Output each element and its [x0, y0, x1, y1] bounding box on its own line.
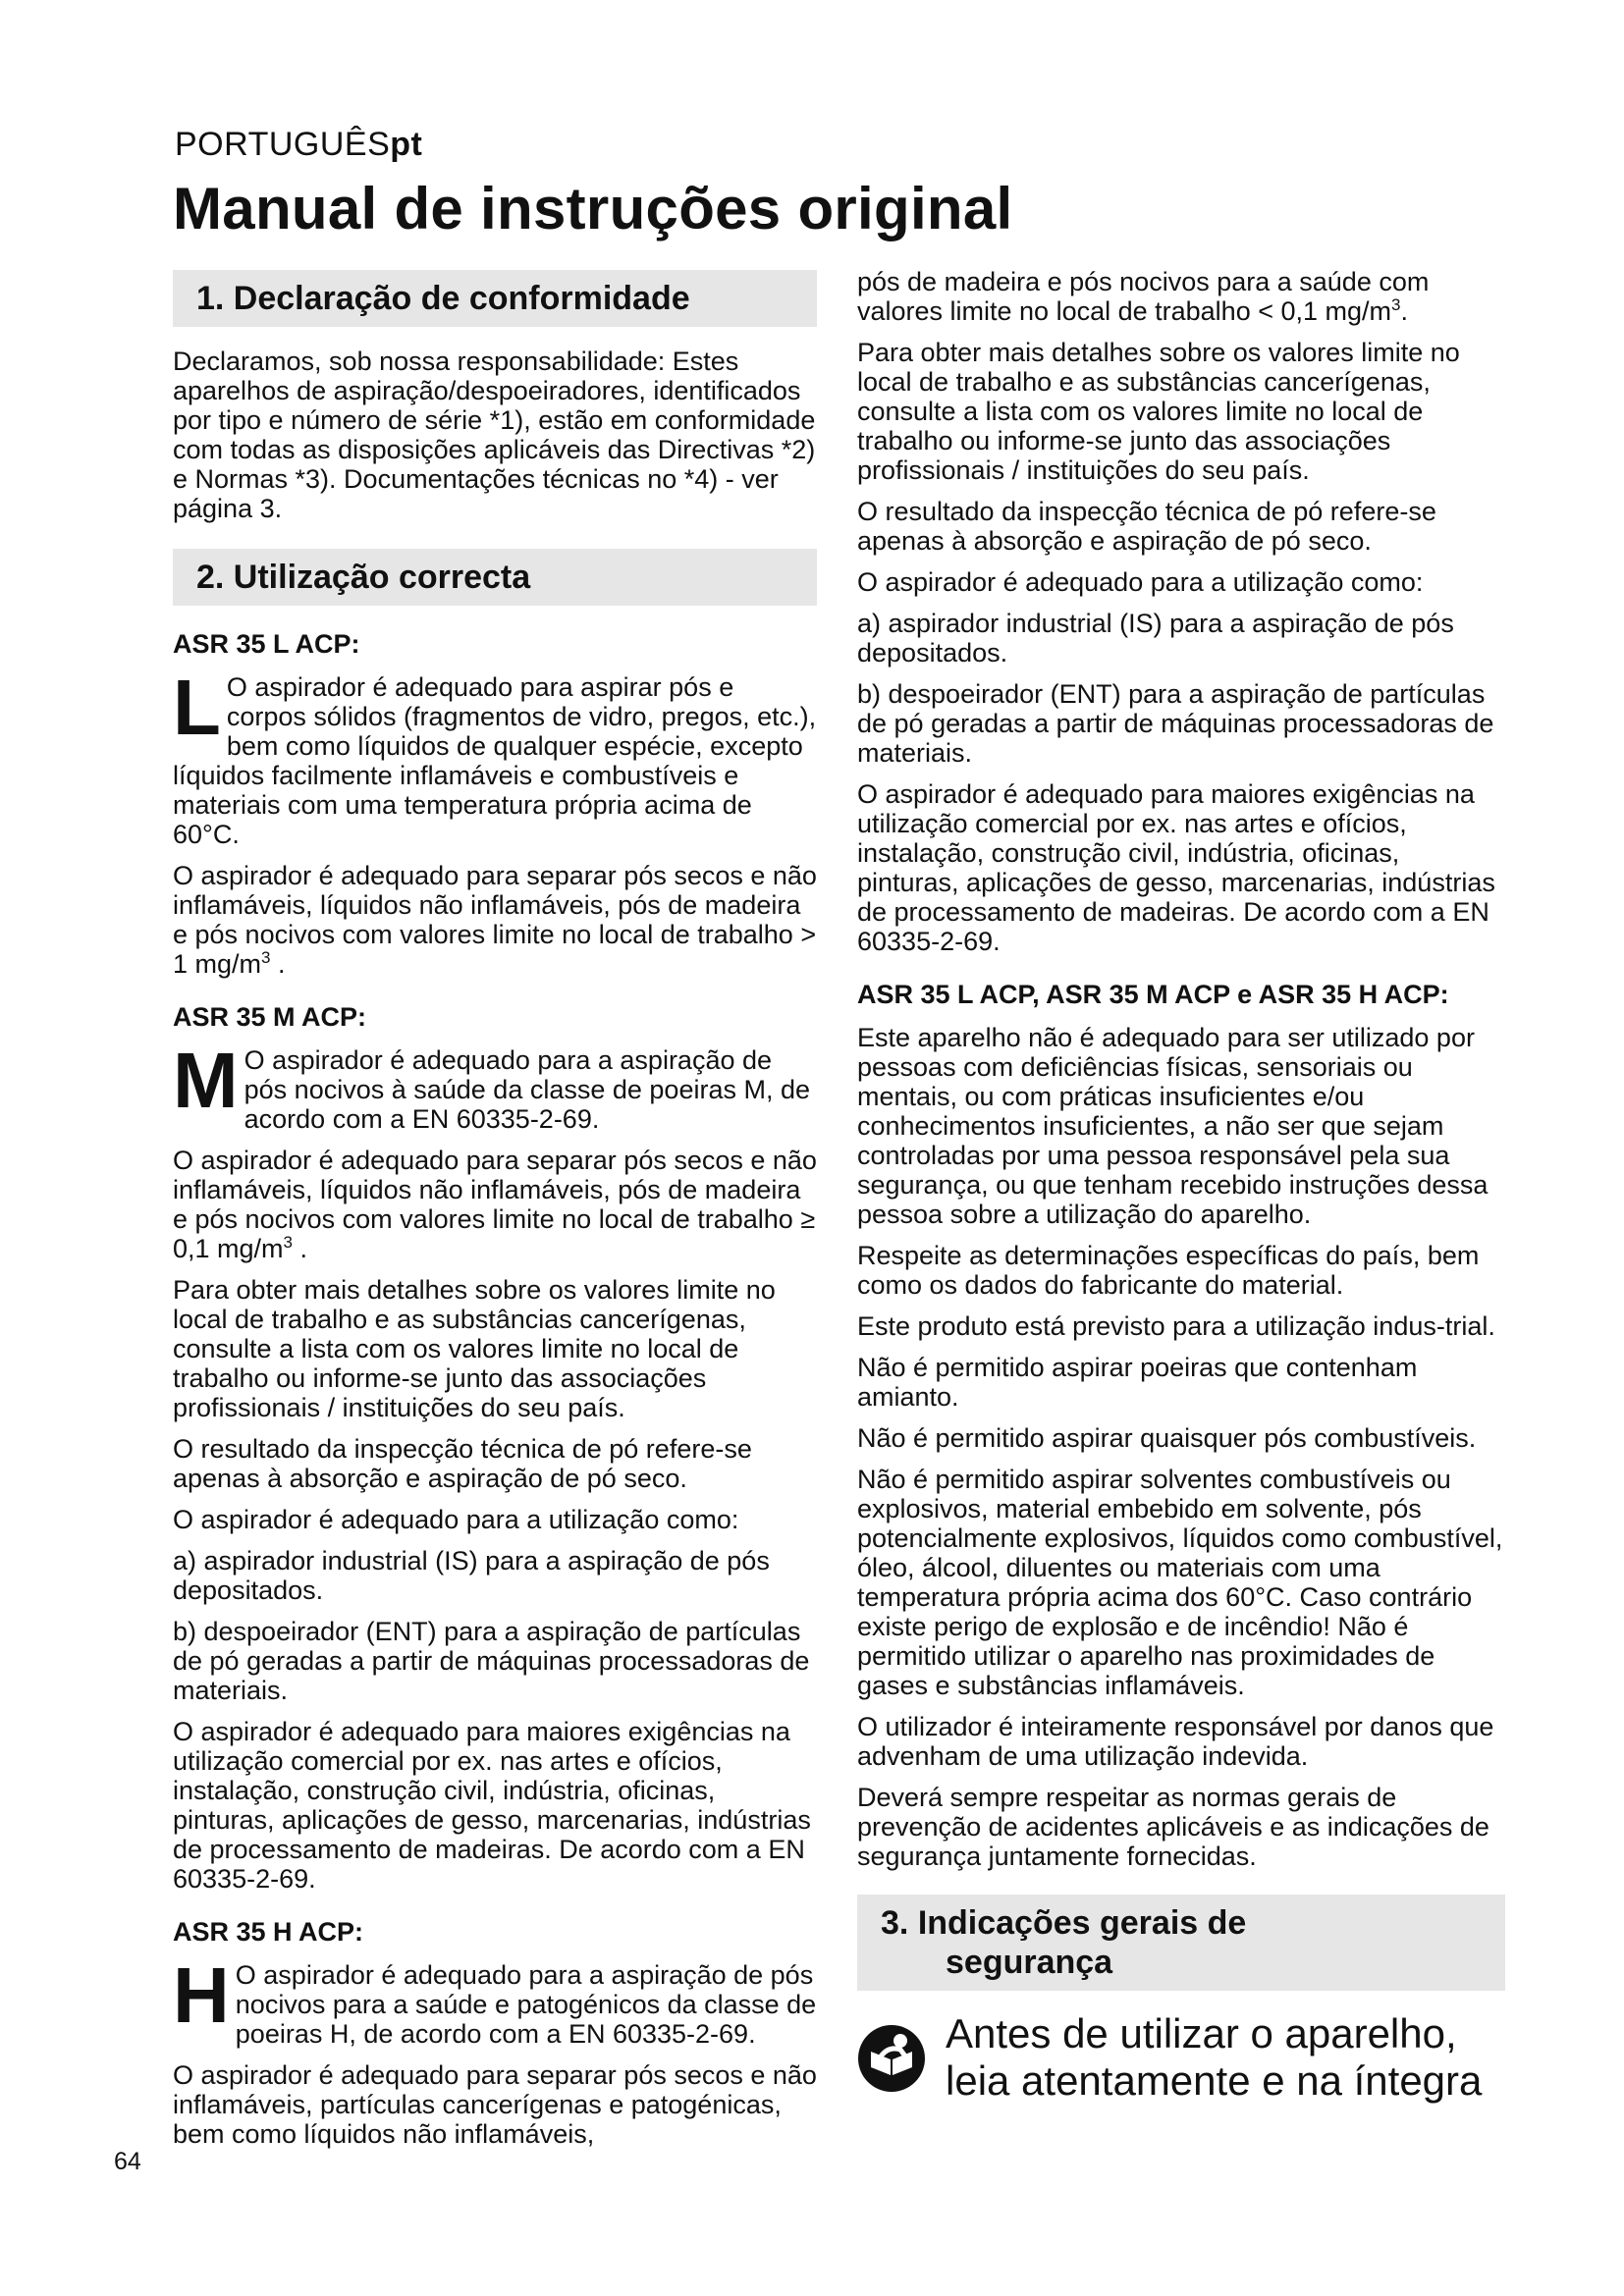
asr-35-m-paragraph-7: b) despoeirador (ENT) para a aspiração de partículas de pó geradas a partir de máquinas processadoras de materiais. — [173, 1617, 810, 1705]
asr-35-h-paragraph-2: O aspirador é adequado para separar pós secos e não inflamáveis, partículas cancerígenas e patogénicas, bem como líquidos não inflamáveis, — [173, 2060, 817, 2149]
asr-35-m-paragraph-3: Para obter mais detalhes sobre os valores limite no local de trabalho e as substâncias cancerígenas, consulte a lista com os valores limite no local de trabalho ou informe-se junto das associações profissionais / instituições do seu país. — [173, 1275, 776, 1422]
section-2-heading: 2. Utilização correcta — [173, 549, 817, 606]
asr-35-m-p2-end: . — [293, 1234, 308, 1263]
asr-35-h-p1-text: O aspirador é adequado para a aspiração de pós nocivos para a saúde e patogénicos da classe de poeiras H, de acordo com a EN 60335-2-69. — [235, 1960, 817, 2049]
dropcap-l: L — [173, 664, 221, 751]
section-3-heading-line-2: segurança — [946, 1944, 1113, 1981]
right-paragraph-1 — [857, 267, 1505, 326]
right-p1-end: . — [1400, 296, 1409, 326]
section-3-number: 3. — [881, 1904, 909, 1942]
right-paragraph-6: b) despoeirador (ENT) para a aspiração de partículas de pó geradas a partir de máquinas processadoras de materiais. — [857, 679, 1494, 768]
read-manual-icon — [857, 2024, 926, 2093]
safety-paragraph-2: Respeite as determinações específicas do país, bem como os dados do fabricante do material. — [857, 1241, 1480, 1300]
asr-35-h-paragraph-1 — [173, 1951, 817, 2049]
left-column — [173, 270, 817, 2161]
section-1-text: Declaramos, sob nossa responsabilidade: Estes aparelhos de aspiração/despoeiradores, identificados por tipo e número de série *1), estão em conformidade com todas as disposições aplicáveis das Directivas *2) e Normas *3). Documentações técnicas no *4) - ver página 3. — [173, 347, 816, 523]
right-paragraph-3: O resultado da inspecção técnica de pó refere-se apenas à absorção e aspiração de pó seco. — [857, 497, 1436, 556]
asr-35-m-title: ASR 35 M ACP: — [173, 1002, 367, 1032]
asr-35-l-paragraph-2 — [173, 861, 817, 979]
language-code: pt — [390, 126, 423, 163]
asr-35-m-paragraph-4: O resultado da inspecção técnica de pó refere-se apenas à absorção e aspiração de pó seco. — [173, 1434, 752, 1493]
section-3-heading — [857, 1895, 1505, 1991]
page-title: Manual de instruções original — [173, 176, 1013, 241]
asr-35-m-p1-text: O aspirador é adequado para a aspiração de pós nocivos à saúde da classe de poeiras M, de acordo com a EN 60335-2-69. — [244, 1045, 810, 1134]
asr-35-l-title: ASR 35 L ACP: — [173, 629, 360, 659]
section-3-heading-line-1: Indicações gerais de — [917, 1904, 1247, 1942]
right-column — [857, 267, 1505, 2105]
asr-35-l-p1-text: O aspirador é adequado para aspirar pós e corpos sólidos (fragmentos de vidro, pregos, etc.), bem como líquidos de qualquer espécie, excepto líquidos facilmente inflamáveis e combustíveis e materiais com uma temperatura própria acima de 60°C. — [173, 672, 817, 849]
right-paragraph-2: Para obter mais detalhes sobre os valores limite no local de trabalho e as substâncias cancerígenas, consulte a lista com os valores limite no local de trabalho ou informe-se junto das associações profissionais / instituições do seu país. — [857, 338, 1460, 485]
safety-paragraph-5: Não é permitido aspirar quaisquer pós combustíveis. — [857, 1423, 1477, 1453]
safety-paragraph-1: Este aparelho não é adequado para ser utilizado por pessoas com deficiências físicas, sensoriais ou mentais, ou com práticas insuficientes e/ou conhecimentos insuficientes, a não ser que sejam controladas por uma pessoa responsável pela sua segurança, ou que tenham recebido instruções dessa pessoa sobre a utilização do aparelho. — [857, 1023, 1489, 1229]
safety-paragraph-7: O utilizador é inteiramente responsável por danos que advenham de uma utilização indevida. — [857, 1712, 1494, 1771]
language-name: PORTUGUÊS — [175, 126, 391, 163]
superscript: 3 — [1391, 295, 1401, 314]
safety-paragraph-4: Não é permitido aspirar poeiras que contenham amianto. — [857, 1353, 1418, 1412]
asr-35-m-paragraph-5: O aspirador é adequado para a utilização como: — [173, 1505, 739, 1534]
read-manual-notice — [857, 2010, 1505, 2105]
language-label — [175, 126, 422, 164]
superscript: 3 — [283, 1233, 294, 1252]
read-manual-text: Antes de utilizar o aparelho, leia atentamente e na íntegra — [946, 2010, 1483, 2104]
asr-35-h-title: ASR 35 H ACP: — [173, 1917, 364, 1947]
all-models-title: ASR 35 L ACP, ASR 35 M ACP e ASR 35 H ACP: — [857, 980, 1449, 1009]
asr-35-l-p2-end: . — [270, 949, 286, 979]
asr-35-m-paragraph-2 — [173, 1146, 817, 1263]
right-p1-text: pós de madeira e pós nocivos para a saúde com valores limite no local de trabalho < 0,1 mg/m — [857, 267, 1430, 326]
safety-paragraph-8: Deverá sempre respeitar as normas gerais de prevenção de acidentes aplicáveis e as indicações de segurança juntamente fornecidas. — [857, 1783, 1489, 1871]
page-number: 64 — [114, 2148, 141, 2175]
superscript: 3 — [261, 948, 271, 967]
asr-35-m-paragraph-1 — [173, 1037, 817, 1134]
asr-35-l-paragraph-1 — [173, 664, 817, 849]
right-paragraph-5: a) aspirador industrial (IS) para a aspiração de pós depositados. — [857, 609, 1454, 667]
safety-paragraph-6: Não é permitido aspirar solventes combustíveis ou explosivos, material embebido em solvente, pós potencialmente explosivos, líquidos como combustível, óleo, álcool, diluentes ou materiais com uma temperatura própria acima dos 60°C. Caso contrário existe perigo de explosão e de incêndio! Não é permitido utilizar o aparelho nas proximidades de gases e substâncias inflamáveis. — [857, 1465, 1503, 1700]
dropcap-h: H — [173, 1951, 230, 2039]
right-paragraph-4: O aspirador é adequado para a utilização como: — [857, 567, 1424, 597]
asr-35-m-paragraph-6: a) aspirador industrial (IS) para a aspiração de pós depositados. — [173, 1546, 770, 1605]
right-paragraph-7: O aspirador é adequado para maiores exigências na utilização comercial por ex. nas artes e ofícios, instalação, construção civil, indústria, oficinas, pinturas, aplicações de gesso, marcenarias, indústrias de processamento de madeiras. De acordo com a EN 60335-2-69. — [857, 779, 1495, 956]
section-1-heading: 1. Declaração de conformidade — [173, 270, 817, 327]
safety-paragraph-3: Este produto está previsto para a utilização indus-trial. — [857, 1311, 1495, 1341]
asr-35-l-p2-text: O aspirador é adequado para separar pós secos e não inflamáveis, líquidos não inflamáveis, pós de madeira e pós nocivos com valores limite no local de trabalho > 1 mg/m — [173, 861, 817, 979]
dropcap-m: M — [173, 1037, 239, 1124]
asr-35-m-paragraph-8: O aspirador é adequado para maiores exigências na utilização comercial por ex. nas artes e ofícios, instalação, construção civil, indústria, oficinas, pinturas, aplicações de gesso, marcenarias, indústrias de processamento de madeiras. De acordo com a EN 60335-2-69. — [173, 1717, 811, 1894]
asr-35-m-p2-text: O aspirador é adequado para separar pós secos e não inflamáveis, líquidos não inflamáveis, pós de madeira e pós nocivos com valores limite no local de trabalho ≥ 0,1 mg/m — [173, 1146, 817, 1263]
